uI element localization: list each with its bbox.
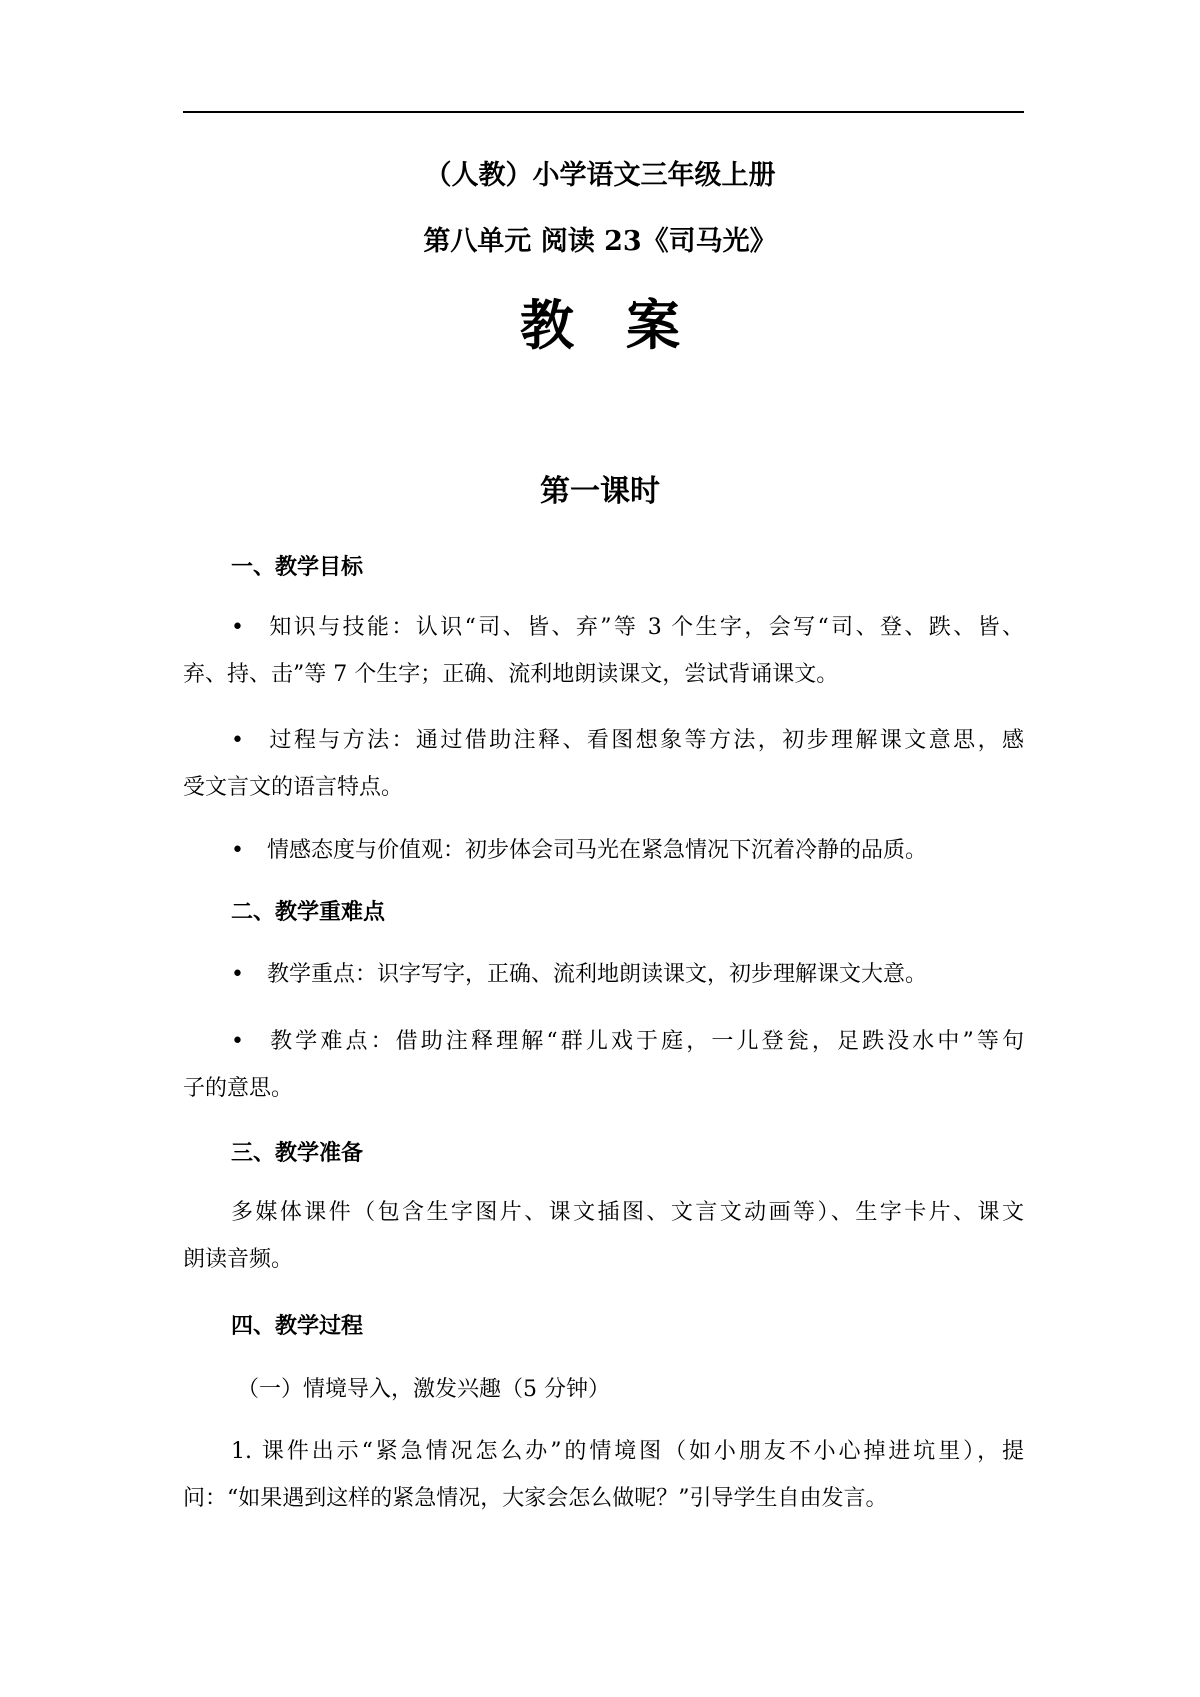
process-step-intro: （一）情境导入，激发兴趣（5 分钟）: [237, 1377, 610, 1402]
objective-process: [183, 717, 1024, 811]
difficult-point-line2: 子的意思。: [183, 1076, 294, 1101]
header-rule: [183, 111, 1024, 113]
bullet-icon: •: [231, 962, 244, 987]
process-item-1-line2: 问：“如果遇到这样的紧急情况，大家会怎么做呢？”引导学生自由发言。: [183, 1486, 888, 1511]
key-point: [231, 960, 927, 990]
document-title-left: 教: [520, 293, 574, 357]
objective-attitude-text: 情感态度与价值观：初步体会司马光在紧急情况下沉着冷静的品质。: [267, 838, 928, 863]
objective-attitude: [231, 836, 927, 866]
objective-process-line2: 受文言文的语言特点。: [183, 775, 404, 800]
bullet-icon: •: [231, 1029, 244, 1054]
process-item-1-line1: 1. 课件出示“紧急情况怎么办”的情境图（如小朋友不小心掉进坑里），提: [231, 1439, 1024, 1464]
objective-process-line1: 过程与方法：通过借助注释、看图想象等方法，初步理解课文意思，感: [267, 728, 1024, 753]
key-point-text: 教学重点：识字写字，正确、流利地朗读课文，初步理解课文大意。: [267, 962, 928, 987]
preparation-line2: 朗读音频。: [183, 1247, 294, 1272]
difficult-point-line1: 教学难点：借助注释理解“群儿戏于庭，一儿登瓮，足跌没水中”等句: [267, 1029, 1024, 1054]
bullet-icon: •: [231, 838, 244, 863]
bullet-icon: •: [231, 615, 244, 640]
lesson-title: 第一课时: [540, 474, 660, 509]
document-subtitle-textbook: （人教）小学语文三年级上册: [424, 160, 776, 191]
process-item-1: [183, 1428, 1024, 1522]
section-heading-preparation: 三、教学准备: [231, 1140, 364, 1166]
objective-knowledge-line1: 知识与技能：认识“司、皆、弃”等 3 个生字，会写“司、登、跌、皆、: [267, 615, 1024, 640]
section-heading-objectives: 一、教学目标: [231, 554, 364, 580]
objective-knowledge-line2: 弃、持、击”等 7 个生字；正确、流利地朗读课文，尝试背诵课文。: [183, 662, 839, 687]
objective-knowledge: [183, 604, 1024, 698]
difficult-point: [183, 1018, 1024, 1112]
section-heading-key-points: 二、教学重难点: [231, 899, 386, 925]
document-title: [0, 290, 1200, 360]
document-title-right: 案: [626, 293, 680, 357]
section-heading-process: 四、教学过程: [231, 1313, 364, 1339]
preparation-paragraph: [183, 1189, 1024, 1283]
bullet-icon: •: [231, 728, 244, 753]
preparation-line1: 多媒体课件（包含生字图片、课文插图、文言文动画等）、生字卡片、课文: [231, 1200, 1024, 1225]
document-subtitle-unit: 第八单元 阅读 23《司马光》: [423, 226, 777, 257]
